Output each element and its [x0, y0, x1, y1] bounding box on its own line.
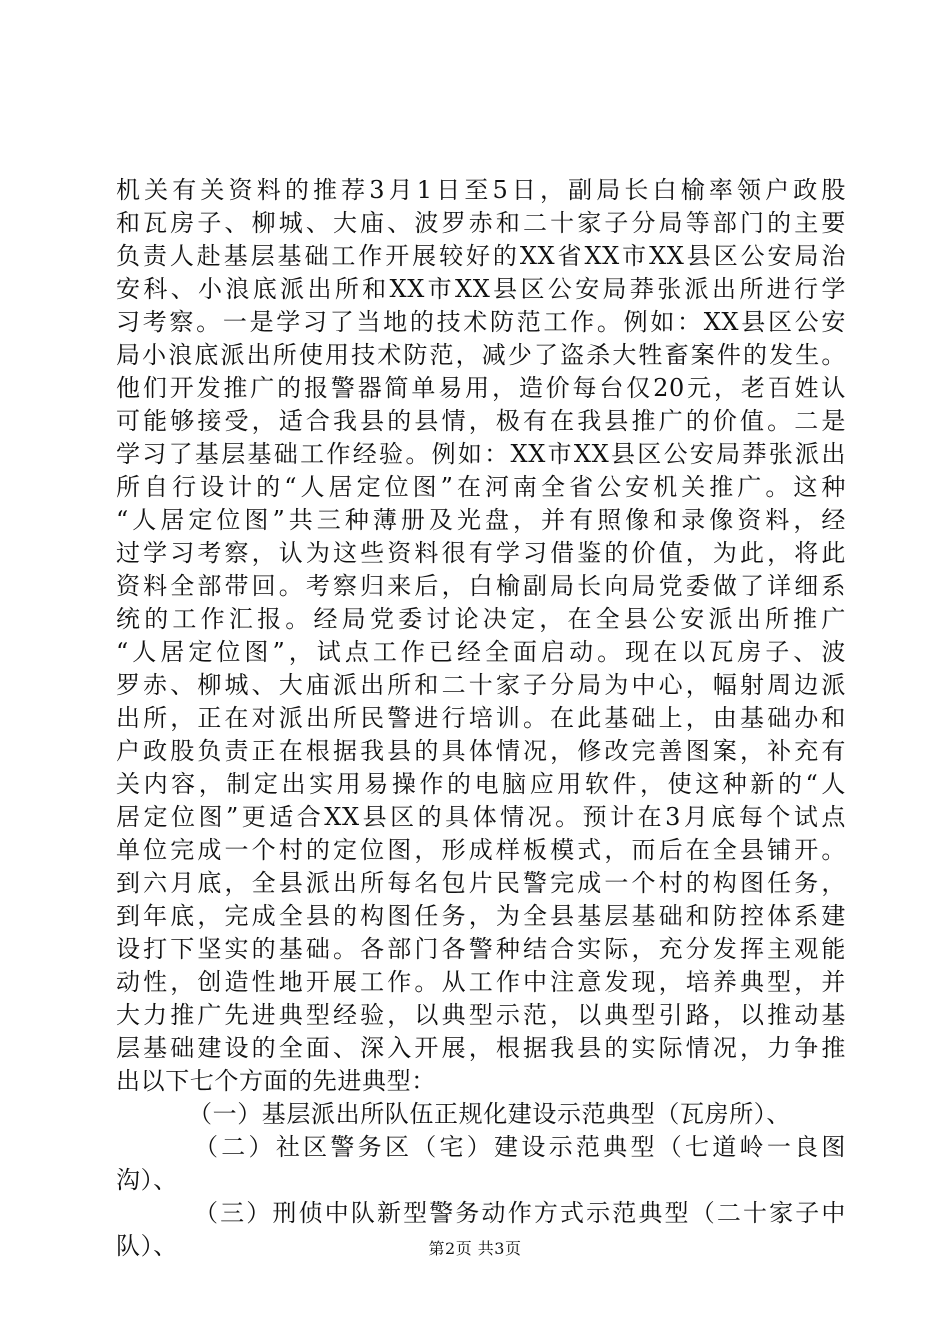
page-number-footer: 第2页 共3页: [428, 1239, 522, 1258]
body-line: 学习了基层基础工作经验。例如：XX市XX县区公安局莽张派出: [116, 440, 846, 468]
body-line: 关内容，制定出实用易操作的电脑应用软件，使这种新的“人: [116, 770, 846, 798]
body-line: 局小浪底派出所使用技术防范，减少了盗杀大牲畜案件的发生。: [116, 341, 846, 369]
body-line: 习考察。一是学习了当地的技术防范工作。例如：XX县区公安: [116, 308, 846, 336]
body-line: 安科、小浪底派出所和XX市XX县区公安局莽张派出所进行学: [116, 275, 846, 303]
body-line: 资料全部带回。考察归来后，白榆副局长向局党委做了详细系: [116, 572, 846, 600]
body-line: 过学习考察，认为这些资料很有学习借鉴的价值，为此，将此: [116, 539, 846, 567]
body-line: 罗赤、柳城、大庙派出所和二十家子分局为中心，幅射周边派: [116, 671, 846, 699]
body-line: 统的工作汇报。经局党委讨论决定，在全县公安派出所推广: [116, 605, 846, 633]
list-item-continuation: 队）、: [116, 1232, 178, 1260]
body-line: “人居定位图”，试点工作已经全面启动。现在以瓦房子、波: [116, 638, 846, 666]
body-line: 大力推广先进典型经验，以典型示范，以典型引路，以推动基: [116, 1001, 846, 1029]
document-body: [116, 174, 846, 1263]
body-line: 单位完成一个村的定位图，形成样板模式，而后在全县铺开。: [116, 836, 846, 864]
body-line: 户政股负责正在根据我县的具体情况，修改完善图案，补充有: [116, 737, 846, 765]
body-line: 居定位图”更适合XX县区的具体情况。预计在3月底每个试点: [116, 803, 846, 831]
body-line: 出以下七个方面的先进典型：: [116, 1067, 436, 1095]
body-line: 出所，正在对派出所民警进行培训。在此基础上，由基础办和: [116, 704, 846, 732]
body-line: 所自行设计的“人居定位图”在河南全省公安机关推广。这种: [116, 473, 846, 501]
body-line: 机关有关资料的推荐3月1日至5日，副局长白榆率领户政股: [116, 176, 846, 204]
body-line: 和瓦房子、柳城、大庙、波罗赤和二十家子分局等部门的主要: [116, 209, 846, 237]
body-line: 负责人赴基层基础工作开展较好的XX省XX市XX县区公安局治: [116, 242, 846, 270]
body-line: “人居定位图”共三种薄册及光盘，并有照像和录像资料，经: [116, 506, 846, 534]
list-item-continuation: 沟）、: [116, 1166, 178, 1194]
body-line: 设打下坚实的基础。各部门各警种结合实际，充分发挥主观能: [116, 935, 846, 963]
list-item: （一）基层派出所队伍正规化建设示范典型（瓦房所）、: [188, 1100, 791, 1128]
body-line: 他们开发推广的报警器简单易用，造价每台仅20元，老百姓认: [116, 374, 846, 402]
body-line: 可能够接受，适合我县的县情，极有在我县推广的价值。二是: [116, 407, 846, 435]
list-item: （三）刑侦中队新型警务动作方式示范典型（二十家子中: [194, 1199, 846, 1227]
body-line: 到六月底，全县派出所每名包片民警完成一个村的构图任务，: [116, 869, 846, 897]
list-item: （二）社区警务区（宅）建设示范典型（七道岭一良图: [194, 1133, 846, 1161]
body-line: 到年底，完成全县的构图任务，为全县基层基础和防控体系建: [116, 902, 846, 930]
body-line: 动性，创造性地开展工作。从工作中注意发现，培养典型，并: [116, 968, 846, 996]
body-line: 层基础建设的全面、深入开展，根据我县的实际情况，力争推: [116, 1034, 846, 1062]
